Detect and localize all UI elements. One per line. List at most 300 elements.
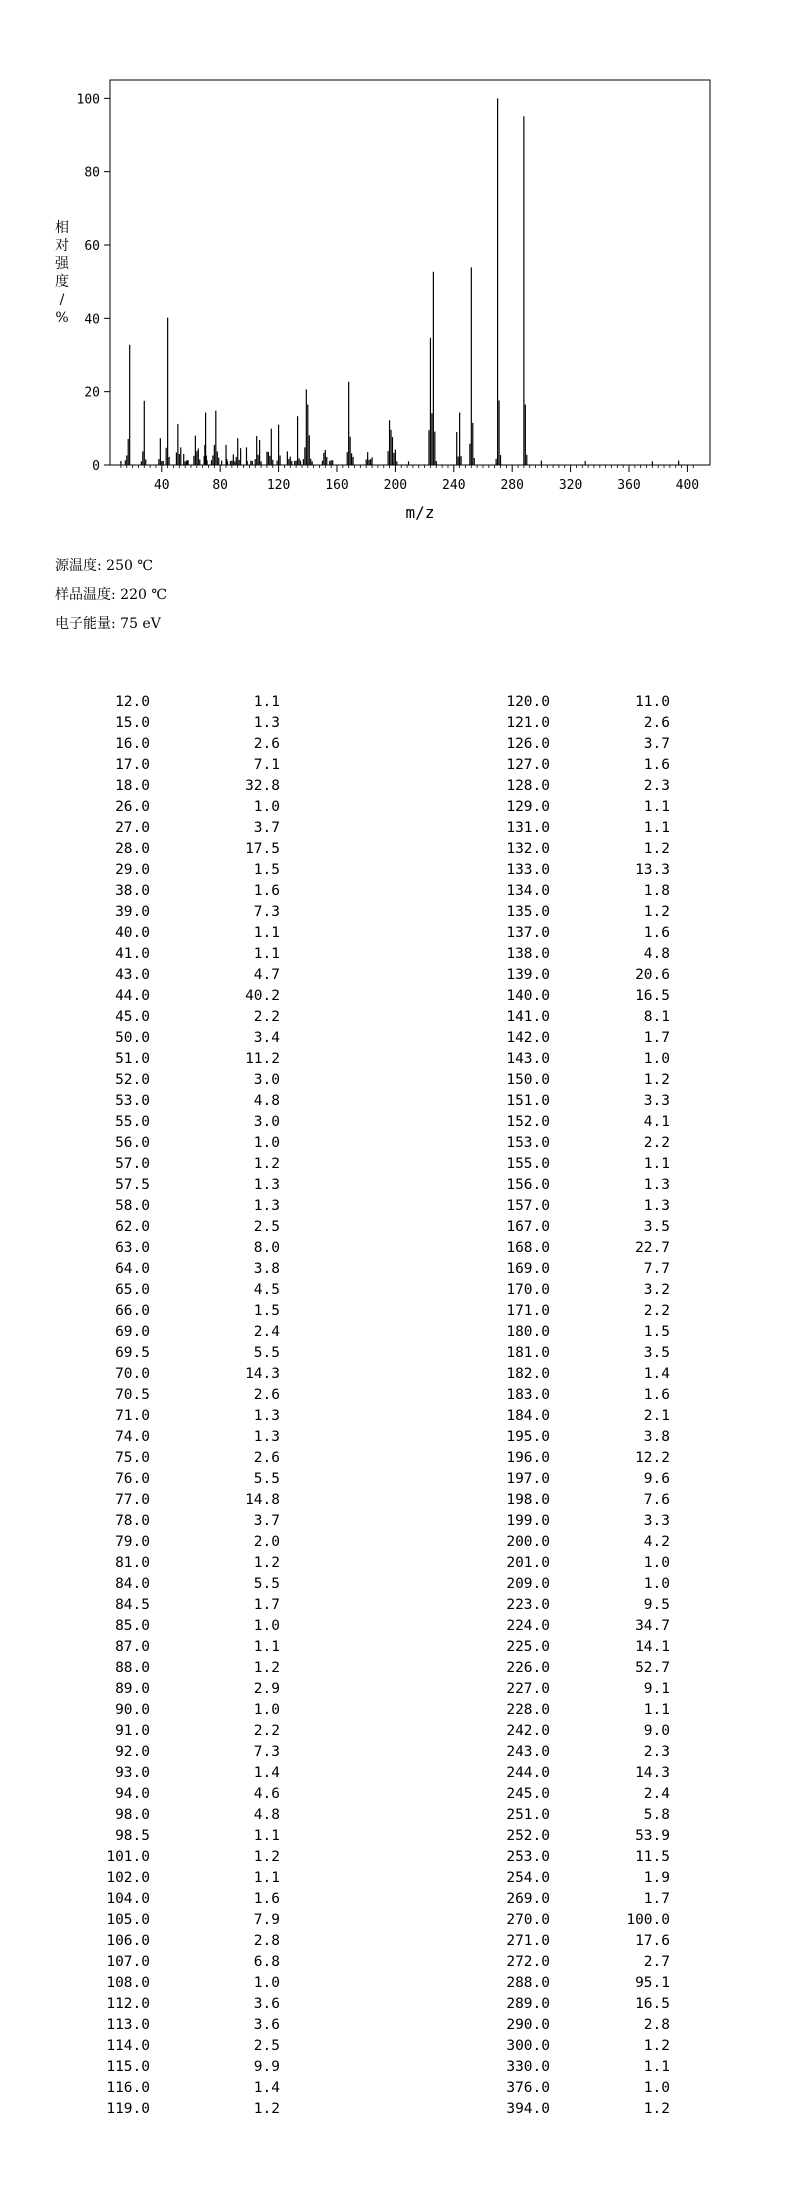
mz-value: 140.0 [506,988,550,1004]
abundance-value: 11.2 [245,1051,280,1067]
y-ticks [77,92,110,474]
mz-value: 88.0 [115,1660,150,1676]
abundance-value: 2.2 [643,1303,670,1319]
mz-value: 209.0 [506,1576,550,1592]
abundance-value: 5.8 [643,1807,670,1823]
mz-value: 244.0 [506,1765,550,1781]
mz-value: 75.0 [115,1450,150,1466]
mz-value: 170.0 [506,1282,550,1298]
table-row [490,923,690,944]
abundance-value: 8.1 [643,1009,670,1025]
table-row [490,1511,690,1532]
table-row [490,2015,690,2036]
abundance-value: 22.7 [635,1240,670,1256]
mz-value: 290.0 [506,2017,550,2033]
table-row [490,986,690,1007]
abundance-value: 1.2 [643,1072,670,1088]
abundance-value: 1.0 [253,1702,280,1718]
table-row [490,2099,690,2120]
abundance-value: 1.0 [253,799,280,815]
abundance-value: 2.2 [253,1723,280,1739]
x-tick-label: 160 [325,478,349,493]
abundance-value: 2.0 [253,1534,280,1550]
mz-value: 113.0 [106,2017,150,2033]
mz-value: 224.0 [506,1618,550,1634]
abundance-value: 1.0 [253,1618,280,1634]
abundance-value: 1.6 [253,883,280,899]
abundance-value: 14.3 [245,1366,280,1382]
mz-value: 69.0 [115,1324,150,1340]
abundance-value: 8.0 [253,1240,280,1256]
abundance-value: 1.1 [253,1828,280,1844]
mz-value: 84.5 [115,1597,150,1613]
abundance-value: 14.1 [635,1639,670,1655]
table-row [490,1931,690,1952]
mz-value: 71.0 [115,1408,150,1424]
abundance-value: 7.3 [253,1744,280,1760]
mz-value: 44.0 [115,988,150,1004]
mz-value: 18.0 [115,778,150,794]
table-row [90,1889,300,1910]
mz-value: 254.0 [506,1870,550,1886]
y-tick-label: 40 [84,312,100,328]
table-row [490,1175,690,1196]
abundance-value: 2.4 [253,1324,280,1340]
mz-value: 183.0 [506,1387,550,1403]
table-row [490,1847,690,1868]
abundance-value: 1.6 [643,1387,670,1403]
table-row [90,1679,300,1700]
mz-value: 133.0 [506,862,550,878]
table-row [90,1343,300,1364]
table-row [490,2057,690,2078]
abundance-value: 1.9 [643,1870,670,1886]
table-row [90,734,300,755]
table-row [90,923,300,944]
x-tick-label: 280 [500,478,524,493]
abundance-value: 7.9 [253,1912,280,1928]
table-row [490,1322,690,1343]
mz-value: 152.0 [506,1114,550,1130]
abundance-value: 95.1 [635,1975,670,1991]
abundance-value: 1.3 [253,1198,280,1214]
table-row [90,1028,300,1049]
abundance-value: 6.8 [253,1954,280,1970]
table-row [90,986,300,1007]
table-row [490,713,690,734]
abundance-value: 1.7 [253,1597,280,1613]
mz-value: 57.5 [115,1177,150,1193]
table-row [490,1028,690,1049]
abundance-value: 1.1 [643,1156,670,1172]
table-row [90,1595,300,1616]
abundance-value: 2.2 [253,1009,280,1025]
abundance-value: 4.5 [253,1282,280,1298]
abundance-value: 3.6 [253,1996,280,2012]
abundance-value: 7.3 [253,904,280,920]
table-row [90,1994,300,2015]
mz-value: 143.0 [506,1051,550,1067]
table-row [90,1952,300,1973]
mz-value: 29.0 [115,862,150,878]
table-row [90,2057,300,2078]
y-tick-label: 80 [84,165,100,181]
abundance-value: 40.2 [245,988,280,1004]
abundance-value: 17.6 [635,1933,670,1949]
mz-value: 271.0 [506,1933,550,1949]
table-row [90,881,300,902]
abundance-value: 3.7 [253,1513,280,1529]
abundance-value: 3.4 [253,1030,280,1046]
mz-value: 50.0 [115,1030,150,1046]
mz-value: 92.0 [115,1744,150,1760]
mz-value: 120.0 [506,694,550,710]
mz-value: 132.0 [506,841,550,857]
table-row [490,1385,690,1406]
mz-value: 98.0 [115,1807,150,1823]
table-row [490,1574,690,1595]
abundance-value: 3.7 [643,736,670,752]
table-row [90,1910,300,1931]
mz-value: 134.0 [506,883,550,899]
table-row [490,1742,690,1763]
mz-value: 105.0 [106,1912,150,1928]
table-row [90,1154,300,1175]
abundance-value: 52.7 [635,1660,670,1676]
y-tick-label: 60 [84,239,100,254]
abundance-value: 1.3 [253,1408,280,1424]
mz-value: 26.0 [115,799,150,815]
electron-energy: 电子能量: 75 eV [55,616,161,632]
x-tick-label: 400 [675,478,700,493]
table-row [490,1406,690,1427]
mz-value: 156.0 [506,1177,550,1193]
mz-value: 394.0 [506,2101,550,2117]
y-axis-label: 相对强度/ % [55,220,69,326]
mz-value: 142.0 [506,1030,550,1046]
mz-value: 51.0 [115,1051,150,1067]
mz-value: 70.5 [115,1387,150,1403]
mz-value: 141.0 [506,1009,550,1025]
abundance-value: 1.4 [253,2080,280,2096]
mz-value: 197.0 [506,1471,550,1487]
table-row [490,1889,690,1910]
table-row [90,1280,300,1301]
abundance-value: 1.6 [643,757,670,773]
x-tick-label: 120 [266,478,291,493]
table-row [490,1217,690,1238]
table-row [90,1133,300,1154]
plot-frame [110,80,710,465]
mz-value: 168.0 [506,1240,550,1256]
mz-value: 15.0 [115,715,150,731]
table-row [90,1637,300,1658]
abundance-value: 1.0 [253,1135,280,1151]
mz-value: 252.0 [506,1828,550,1844]
table-row [90,1091,300,1112]
table-row [90,1973,300,1994]
x-tick-label: 360 [617,478,641,493]
mz-value: 270.0 [506,1912,550,1928]
abundance-value: 2.6 [253,736,280,752]
abundance-value: 1.2 [253,1156,280,1172]
table-row [490,1364,690,1385]
table-row [90,860,300,881]
table-row [90,776,300,797]
table-row [90,1784,300,1805]
table-row [90,1112,300,1133]
mz-value: 57.0 [115,1156,150,1172]
abundance-value: 1.2 [253,1555,280,1571]
table-row [90,2099,300,2120]
abundance-value: 1.3 [253,1177,280,1193]
abundance-value: 1.7 [643,1030,670,1046]
mz-value: 201.0 [506,1555,550,1571]
table-row [90,1175,300,1196]
abundance-value: 2.6 [253,1387,280,1403]
mz-value: 289.0 [506,1996,550,2012]
abundance-value: 3.0 [253,1114,280,1130]
mz-value: 114.0 [106,2038,150,2054]
abundance-value: 4.7 [253,967,280,983]
table-row [90,1070,300,1091]
abundance-value: 1.2 [643,2038,670,2054]
table-row [490,1700,690,1721]
mz-value: 157.0 [506,1198,550,1214]
sample-temperature: 样品温度: 220 ℃ [55,587,167,603]
mz-value: 115.0 [106,2059,150,2075]
x-tick-label: 80 [212,478,229,493]
mz-value: 126.0 [506,736,550,752]
table-row [490,1259,690,1280]
x-axis-label: m/z [405,503,435,520]
abundance-value: 1.2 [643,904,670,920]
abundance-value: 2.1 [643,1408,670,1424]
abundance-value: 9.5 [643,1597,670,1613]
x-tick-label: 40 [153,478,170,493]
table-row [490,860,690,881]
table-row [90,944,300,965]
mz-value: 76.0 [115,1471,150,1487]
mz-value: 153.0 [506,1135,550,1151]
abundance-value: 1.4 [643,1366,670,1382]
table-row [90,1574,300,1595]
mz-value: 171.0 [506,1303,550,1319]
mz-value: 79.0 [115,1534,150,1550]
mz-value: 64.0 [115,1261,150,1277]
table-row [90,1322,300,1343]
abundance-value: 3.6 [253,2017,280,2033]
table-row [490,2036,690,2057]
table-row [90,1616,300,1637]
y-tick-label: 0 [92,459,100,474]
mz-value: 300.0 [506,2038,550,2054]
abundance-value: 3.0 [253,1072,280,1088]
table-row [490,692,690,713]
table-row [490,776,690,797]
abundance-value: 4.8 [253,1093,280,1109]
abundance-value: 2.5 [253,2038,280,2054]
mz-value: 69.5 [115,1345,150,1361]
table-row [490,1868,690,1889]
mz-value: 27.0 [115,820,150,836]
mz-value: 107.0 [106,1954,150,1970]
mz-value: 180.0 [506,1324,550,1340]
table-row [490,1196,690,1217]
mz-value: 330.0 [506,2059,550,2075]
table-row [90,1868,300,1889]
mz-value: 200.0 [506,1534,550,1550]
table-row [490,1091,690,1112]
table-row [90,1448,300,1469]
abundance-value: 1.0 [643,1051,670,1067]
table-row [90,755,300,776]
abundance-value: 3.3 [643,1093,670,1109]
abundance-value: 2.8 [643,2017,670,2033]
table-row [490,1238,690,1259]
table-row [90,1427,300,1448]
source-temperature: 源温度: 250 ℃ [55,558,153,574]
table-row [90,1385,300,1406]
abundance-value: 14.8 [245,1492,280,1508]
abundance-value: 1.0 [643,2080,670,2096]
mz-value: 101.0 [106,1849,150,1865]
abundance-value: 1.1 [643,1702,670,1718]
table-row [90,1301,300,1322]
table-row [490,1154,690,1175]
table-row [90,1931,300,1952]
abundance-value: 1.5 [643,1324,670,1340]
abundance-value: 7.6 [643,1492,670,1508]
abundance-value: 5.5 [253,1471,280,1487]
table-row [490,902,690,923]
table-row [90,1007,300,1028]
abundance-value: 12.2 [635,1450,670,1466]
abundance-value: 2.4 [643,1786,670,1802]
table-row [90,797,300,818]
abundance-value: 34.7 [635,1618,670,1634]
mz-value: 129.0 [506,799,550,815]
mz-value: 199.0 [506,1513,550,1529]
table-row [490,1721,690,1742]
mz-value: 66.0 [115,1303,150,1319]
table-row [490,1826,690,1847]
table-row [90,1721,300,1742]
mz-value: 17.0 [115,757,150,773]
y-tick-label: 20 [84,385,100,401]
abundance-value: 4.6 [253,1786,280,1802]
abundance-value: 2.7 [643,1954,670,1970]
mz-value: 135.0 [506,904,550,920]
table-row [490,797,690,818]
mz-value: 55.0 [115,1114,150,1130]
table-row [90,1406,300,1427]
x-tick-label: 200 [383,478,408,493]
table-row [90,1490,300,1511]
abundance-value: 2.6 [643,715,670,731]
table-row [90,2036,300,2057]
mz-value: 131.0 [506,820,550,836]
mz-value: 196.0 [506,1450,550,1466]
abundance-value: 1.2 [253,1660,280,1676]
table-row [490,1469,690,1490]
abundance-value: 2.3 [643,1744,670,1760]
abundance-value: 9.1 [643,1681,670,1697]
mz-value: 40.0 [115,925,150,941]
abundance-value: 1.5 [253,1303,280,1319]
mass-spectrum-chart [0,0,794,520]
mz-value: 121.0 [506,715,550,731]
mz-value: 169.0 [506,1261,550,1277]
abundance-value: 1.3 [253,1429,280,1445]
table-row [490,1301,690,1322]
mz-value: 106.0 [106,1933,150,1949]
abundance-value: 1.6 [643,925,670,941]
abundance-value: 5.5 [253,1345,280,1361]
abundance-value: 1.4 [253,1765,280,1781]
mz-value: 150.0 [506,1072,550,1088]
mz-value: 62.0 [115,1219,150,1235]
table-row [90,839,300,860]
abundance-value: 100.0 [626,1912,670,1928]
abundance-value: 1.2 [253,2101,280,2117]
table-row [490,1616,690,1637]
abundance-value: 1.1 [643,799,670,815]
abundance-value: 7.7 [643,1261,670,1277]
mz-value: 45.0 [115,1009,150,1025]
table-row [90,1742,300,1763]
abundance-value: 3.8 [643,1429,670,1445]
mz-value: 376.0 [506,2080,550,2096]
table-row [490,1973,690,1994]
abundance-value: 4.1 [643,1114,670,1130]
table-row [90,692,300,713]
table-row [90,1259,300,1280]
table-row [490,1280,690,1301]
abundance-value: 13.3 [635,862,670,878]
table-row [490,1427,690,1448]
abundance-value: 1.3 [643,1198,670,1214]
table-row [490,1637,690,1658]
mz-value: 119.0 [106,2101,150,2117]
table-row [90,1763,300,1784]
x-ticks [154,465,699,493]
table-row [90,902,300,923]
mz-value: 253.0 [506,1849,550,1865]
table-row [490,734,690,755]
x-tick-label: 240 [442,478,466,493]
table-row [490,1448,690,1469]
mz-value: 65.0 [115,1282,150,1298]
table-row [490,755,690,776]
mz-value: 43.0 [115,967,150,983]
abundance-value: 3.2 [643,1282,670,1298]
abundance-value: 1.1 [643,820,670,836]
abundance-value: 14.3 [635,1765,670,1781]
abundance-value: 17.5 [245,841,280,857]
abundance-value: 53.9 [635,1828,670,1844]
mz-value: 116.0 [106,2080,150,2096]
table-row [490,1049,690,1070]
abundance-value: 16.5 [635,988,670,1004]
table-row [490,944,690,965]
mz-value: 226.0 [506,1660,550,1676]
abundance-value: 1.0 [643,1555,670,1571]
peak-table-right [490,692,690,2120]
abundance-value: 3.8 [253,1261,280,1277]
table-row [90,1805,300,1826]
table-row [490,1490,690,1511]
